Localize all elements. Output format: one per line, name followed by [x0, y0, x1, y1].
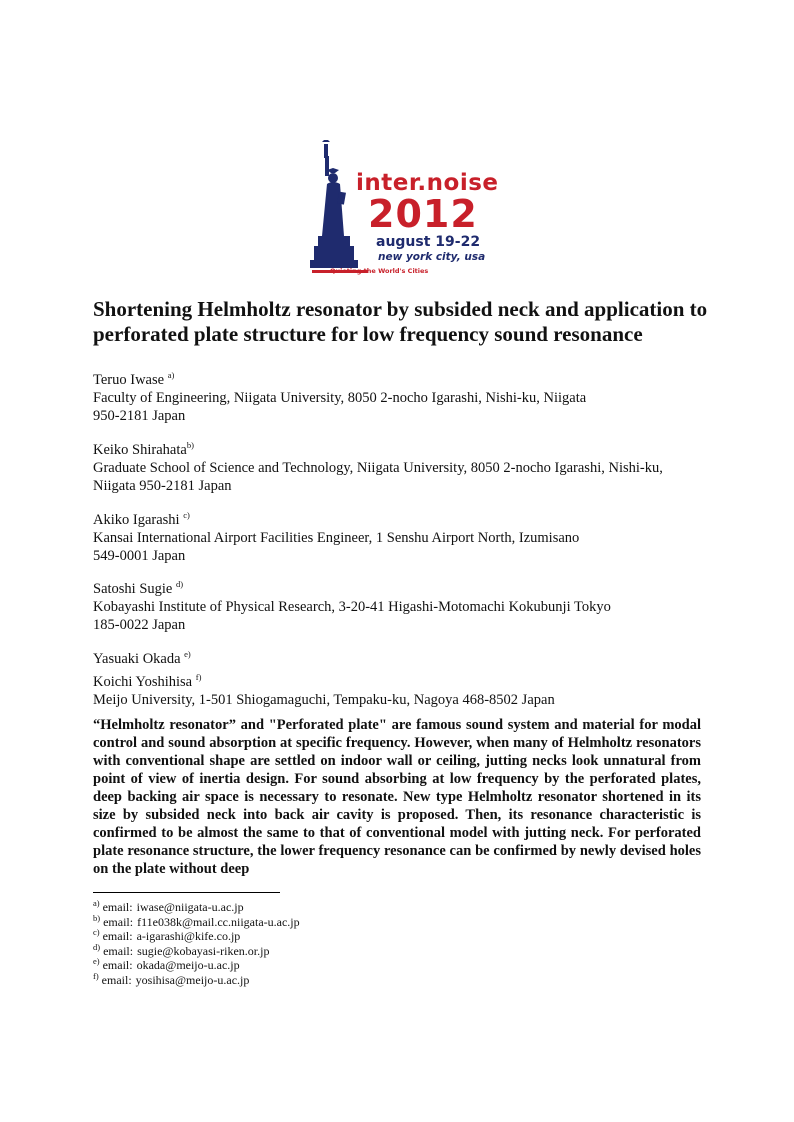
author-name: Teruo Iwase $^{a)}$: [93, 370, 175, 388]
conference-logo: [310, 140, 500, 280]
email-address: a-igarashi@kife.co.jp: [136, 929, 241, 943]
author-block-4: [93, 575, 713, 634]
author-affiliation: Niigata 950-2181 Japan: [93, 477, 232, 494]
author-name: Koichi Yoshihisa $^{f)}$: [93, 671, 202, 690]
logo-dates: august 19-22: [376, 234, 481, 250]
footnote: $^{c)}$ email: a-igarashi@kife.co.jp: [93, 927, 241, 943]
footnote: $^{a)}$ email: iwase@niigata-u.ac.jp: [93, 898, 244, 914]
author-block-5: [93, 645, 713, 709]
author-affiliation: 185-0022 Japan: [93, 616, 186, 633]
author-affiliation: Kansai International Airport Facilities Engineer, 1 Senshu Airport North, Izumisano: [93, 529, 580, 546]
email-address: okada@meijo-u.ac.jp: [136, 958, 240, 972]
author-mark: c): [183, 510, 190, 520]
author-block-2: [93, 436, 713, 495]
author-name: Keiko Shirahata$^{b)}$: [93, 440, 194, 458]
email-address: f11e038k@mail.cc.niigata-u.ac.jp: [137, 914, 300, 929]
author-name: Yasuaki Okada $^{e)}$: [93, 649, 191, 667]
footnote: $^{f)}$ email: yosihisa@meijo-u.ac.jp: [93, 970, 250, 987]
footnote: $^{e)}$ email: okada@meijo-u.ac.jp: [93, 956, 240, 972]
author-name: Satoshi Sugie $^{d)}$: [93, 579, 184, 597]
footnote: $^{d)}$ email: sugie@kobayasi-riken.or.jp: [93, 941, 270, 958]
author-block-3: [93, 506, 713, 565]
author-affiliation: Meijo University, 1-501 Shiogamaguchi, Tempaku-ku, Nagoya 468-8502 Japan: [93, 691, 555, 708]
email-address: sugie@kobayasi-riken.or.jp: [137, 943, 270, 958]
abstract-text: “Helmholtz resonator” and "Perforated plate" are famous sound system and material for modal control and sound absorption at specific frequency. However, when many of Helmholtz resonators with conventional shape are settled on indoor wall or ceiling, jutting necks look unnatural from point of view of inertia design. For sound absorbing at low frequency by the perforated plates, deep backing air space is necessary to resonate. New type Helmholtz resonator shortened in its size by subsided neck into back air cavity is proposed. Then, its resonance characteristic is confirmed to be almost the same to that of conventional model with jutting neck. For perforated plate resonance structure, the lower frequency resonance can be confirmed by newly devised holes on the plate without deep: [93, 717, 701, 877]
author-mark: b): [186, 440, 194, 450]
author-affiliation: 549-0001 Japan: [93, 547, 186, 564]
author-mark: e): [184, 649, 191, 659]
author-affiliation: Faculty of Engineering, Niigata University, 8050 2-nocho Igarashi, Nishi-ku, Niigata: [93, 389, 587, 406]
paper-title: Shortening Helmholtz resonator by subsided neck and application to perforated plate structure for low frequency sound resonance: [93, 297, 708, 346]
logo-year: 2012: [368, 192, 478, 236]
author-mark: f): [195, 671, 202, 682]
email-address: yosihisa@meijo-u.ac.jp: [135, 972, 250, 987]
logo-event-name: inter.noise: [356, 170, 499, 196]
logo-tagline: Quieting the World's Cities: [330, 267, 429, 275]
author-affiliation: Kobayashi Institute of Physical Research, 3-20-41 Higashi-Motomachi Kokubunji Tokyo: [93, 598, 611, 615]
logo-city: new york city, usa: [378, 251, 486, 263]
author-affiliation: 950-2181 Japan: [93, 407, 186, 424]
author-mark: a): [167, 370, 175, 380]
author-affiliation: Graduate School of Science and Technology, Niigata University, 8050 2-nocho Igarashi, Nishi-ku,: [93, 459, 663, 476]
email-address: iwase@niigata-u.ac.jp: [136, 900, 244, 914]
footnote-divider: [93, 892, 280, 893]
footnote: $^{b)}$ email: f11e038k@mail.cc.niigata-u.ac.jp: [93, 912, 300, 929]
author-mark: d): [175, 579, 184, 589]
footnotes: [93, 900, 300, 987]
author-block-1: [93, 366, 713, 425]
statue-of-liberty-icon: [310, 140, 370, 280]
author-name: Akiko Igarashi $^{c)}$: [93, 510, 190, 528]
